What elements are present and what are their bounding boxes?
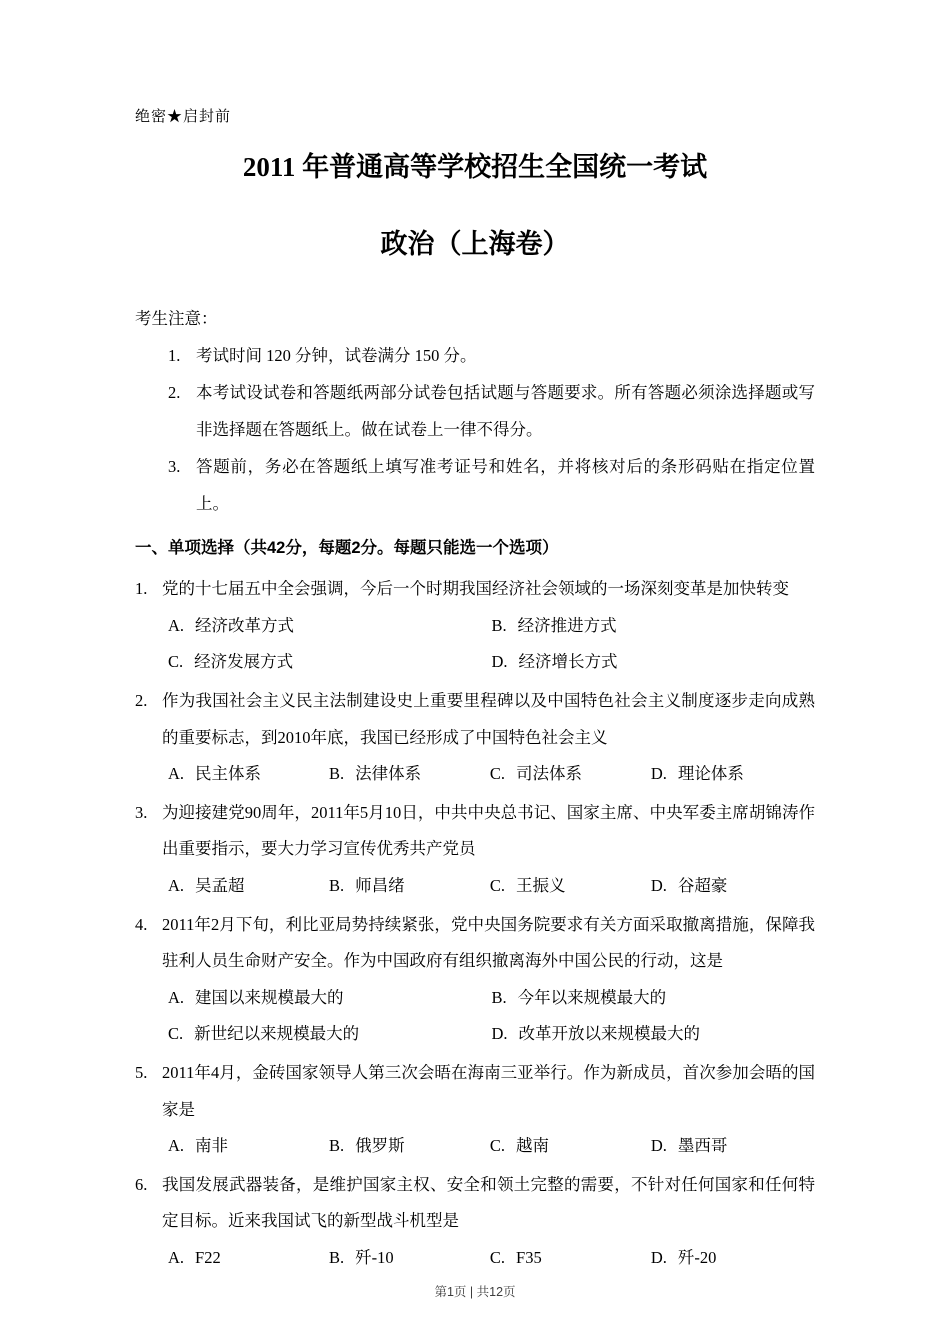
question-text: 为迎接建党90周年，2011年5月10日，中共中央总书记、国家主席、中央军委主席胡锦涛作出重要指示，要大力学习宣传优秀共产党员 xyxy=(162,803,815,859)
option-label: D. xyxy=(650,875,667,895)
option-d xyxy=(651,1240,815,1276)
notice-text: 答题前，务必在答题纸上填写准考证号和姓名，并将核对后的条形码贴在指定位置上。 xyxy=(196,457,815,514)
option-label: D. xyxy=(650,1135,667,1155)
notice-item-3 xyxy=(135,448,815,522)
question-2 xyxy=(135,683,815,792)
option-text: F35 xyxy=(516,1247,542,1267)
option-text: 建国以来规模最大的 xyxy=(195,987,344,1007)
option-b xyxy=(329,1128,490,1164)
option-label: A. xyxy=(168,1135,185,1155)
option-text: 今年以来规模最大的 xyxy=(517,987,667,1007)
option-text: 俄罗斯 xyxy=(355,1135,405,1155)
option-text: 墨西哥 xyxy=(677,1135,728,1155)
option-c xyxy=(168,644,492,680)
option-text: 师昌绪 xyxy=(355,875,405,895)
question-options xyxy=(135,868,815,904)
option-label: B. xyxy=(328,875,345,895)
option-a xyxy=(168,1240,329,1276)
exam-subject: 政治（上海卷） xyxy=(380,229,570,260)
notice-number: 3. xyxy=(168,457,181,477)
question-number: 1. xyxy=(135,579,148,599)
option-label: D. xyxy=(650,1247,667,1267)
option-text: 法律体系 xyxy=(355,763,422,783)
question-text: 2011年4月，金砖国家领导人第三次会晤在海南三亚举行。作为新成员，首次参加会晤的国家是 xyxy=(162,1063,815,1119)
question-3 xyxy=(135,795,815,904)
question-stem xyxy=(135,795,815,868)
exam-title: 2011 年普通高等学校招生全国统一考试 xyxy=(242,152,708,182)
option-b xyxy=(329,1240,490,1276)
option-text: 南非 xyxy=(195,1135,229,1155)
question-5 xyxy=(135,1055,815,1164)
option-text: 歼-20 xyxy=(677,1247,717,1267)
option-a xyxy=(168,756,329,792)
security-classification: 绝密★启封前 xyxy=(135,109,232,125)
option-text: 民主体系 xyxy=(195,763,262,783)
option-text: 理论体系 xyxy=(677,763,744,783)
option-d xyxy=(651,868,815,904)
option-label: C. xyxy=(168,651,184,671)
question-4 xyxy=(135,907,815,1052)
option-d xyxy=(651,756,815,792)
option-label: B. xyxy=(491,987,507,1007)
option-label: C. xyxy=(489,1135,506,1155)
question-text: 我国发展武器装备，是维护国家主权、安全和领土完整的需要，不针对任何国家和任何特定目标。近来我国试飞的新型战斗机型是 xyxy=(162,1175,815,1231)
question-stem xyxy=(135,1167,815,1240)
option-label: B. xyxy=(328,763,345,783)
option-d xyxy=(492,644,816,680)
page-footer: 第1页 | 共12页 xyxy=(434,1285,516,1299)
question-number: 3. xyxy=(135,803,148,823)
option-c xyxy=(168,1016,492,1052)
option-text: 新世纪以来规模最大的 xyxy=(194,1023,360,1043)
option-c xyxy=(490,1240,651,1276)
option-b xyxy=(492,980,816,1016)
question-options xyxy=(135,1240,815,1276)
option-c xyxy=(490,868,651,904)
question-stem xyxy=(135,1055,815,1128)
question-options xyxy=(135,608,815,681)
option-text: 吴孟超 xyxy=(195,875,245,895)
option-text: 改革开放以来规模最大的 xyxy=(518,1023,701,1043)
question-stem xyxy=(135,907,815,980)
question-stem xyxy=(135,683,815,756)
option-label: B. xyxy=(328,1135,345,1155)
option-text: 越南 xyxy=(516,1135,550,1155)
option-text: 歼-10 xyxy=(355,1247,394,1267)
option-text: 谷超豪 xyxy=(677,875,728,895)
option-b xyxy=(329,868,490,904)
option-label: A. xyxy=(168,763,185,783)
option-label: D. xyxy=(650,763,667,783)
question-number: 2. xyxy=(135,691,148,711)
option-c xyxy=(490,1128,651,1164)
option-label: C. xyxy=(168,1023,184,1043)
notice-item-1 xyxy=(135,337,815,374)
question-text: 党的十七届五中全会强调，今后一个时期我国经济社会领域的一场深刻变革是加快转变 xyxy=(162,579,789,599)
question-6 xyxy=(135,1167,815,1276)
question-1 xyxy=(135,571,815,680)
section-heading: 一、单项选择（共42分，每题2分。每题只能选一个选项） xyxy=(135,539,559,558)
option-label: A. xyxy=(168,1247,185,1267)
option-a xyxy=(168,608,492,644)
question-number: 6. xyxy=(135,1175,148,1195)
option-d xyxy=(651,1128,815,1164)
option-label: C. xyxy=(489,763,506,783)
option-text: 经济发展方式 xyxy=(194,651,294,671)
option-label: B. xyxy=(328,1247,345,1267)
question-stem xyxy=(135,571,815,607)
option-b xyxy=(492,608,816,644)
notice-item-2 xyxy=(135,374,815,448)
option-text: 王振义 xyxy=(516,875,566,895)
notice-text: 考试时间 120 分钟，试卷满分 150 分。 xyxy=(196,345,477,365)
notice-number: 2. xyxy=(168,382,181,402)
option-label: A. xyxy=(168,615,185,635)
option-label: D. xyxy=(491,651,508,671)
option-text: F22 xyxy=(195,1247,221,1267)
option-d xyxy=(492,1016,816,1052)
question-options xyxy=(135,1128,815,1164)
option-label: B. xyxy=(491,615,507,635)
option-label: D. xyxy=(491,1023,508,1043)
option-a xyxy=(168,980,492,1016)
notice-text: 本考试设试卷和答题纸两部分试卷包括试题与答题要求。所有答题必须涂选择题或写非选择题在答题纸上。做在试卷上一律不得分。 xyxy=(196,382,815,440)
option-text: 经济改革方式 xyxy=(195,615,295,635)
option-b xyxy=(329,756,490,792)
option-a xyxy=(168,868,329,904)
notice-number: 1. xyxy=(168,345,181,365)
option-label: C. xyxy=(489,1247,506,1267)
question-text: 2011年2月下旬，利比亚局势持续紧张，党中央国务院要求有关方面采取撤离措施，保障我驻利人员生命财产安全。作为中国政府有组织撤离海外中国公民的行动，这是 xyxy=(162,915,815,971)
question-options xyxy=(135,756,815,792)
question-options xyxy=(135,980,815,1053)
option-text: 司法体系 xyxy=(516,763,583,783)
option-c xyxy=(490,756,651,792)
question-number: 5. xyxy=(135,1063,148,1083)
option-text: 经济增长方式 xyxy=(518,651,618,671)
option-label: C. xyxy=(489,875,506,895)
question-number: 4. xyxy=(135,915,148,935)
option-label: A. xyxy=(168,987,185,1007)
option-a xyxy=(168,1128,329,1164)
notice-heading: 考生注意： xyxy=(135,309,218,329)
question-text: 作为我国社会主义民主法制建设史上重要里程碑以及中国特色社会主义制度逐步走向成熟的重要标志，到2010年底，我国已经形成了中国特色社会主义 xyxy=(162,691,815,747)
option-label: A. xyxy=(168,875,185,895)
option-text: 经济推进方式 xyxy=(517,615,617,635)
